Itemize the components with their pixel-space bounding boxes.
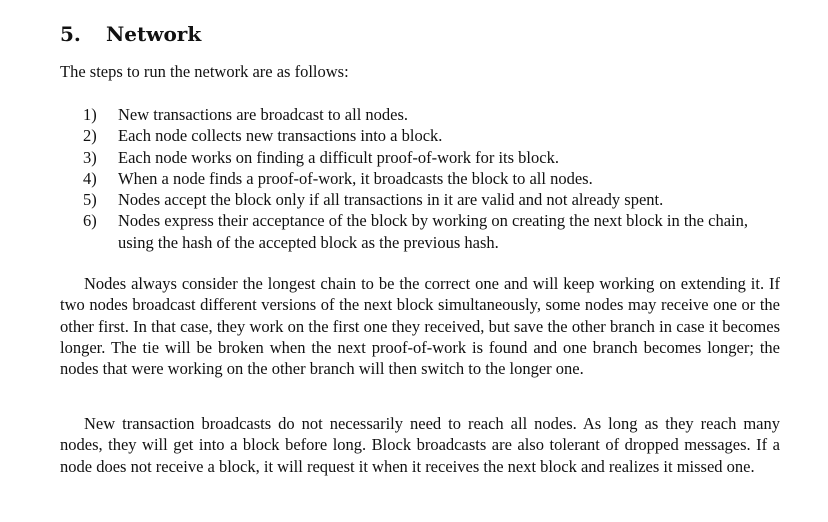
step-text: When a node finds a proof-of-work, it broadcasts the block to all nodes. — [118, 168, 593, 188]
step-text: Each node works on finding a difficult proof-of-work for its block. — [118, 147, 559, 167]
intro-text: The steps to run the network are as follows: — [60, 62, 349, 81]
section-title: Network — [106, 22, 202, 46]
list-item — [83, 189, 783, 210]
section-number: 5. — [60, 22, 81, 46]
list-item — [83, 147, 783, 168]
step-number: 5) — [83, 190, 97, 210]
step-text: Nodes express their acceptance of the block by working on creating the next block in the chain, using the hash of the accepted block as the previous hash. — [118, 211, 748, 252]
list-item — [83, 104, 783, 125]
step-text: Each node collects new transactions into a block. — [118, 126, 443, 146]
step-number: 1) — [83, 105, 97, 124]
body-paragraph: New transaction broadcasts do not necessarily need to reach all nodes. As long as they reach many nodes, they will get into a block before long. Block broadcasts are also tolerant of dropped messages. If a node does not receive a block, it will request it when it receives the next block and realizes it missed one. — [60, 414, 780, 476]
steps-list — [83, 104, 783, 253]
step-number: 2) — [83, 126, 97, 146]
step-text: New transactions are broadcast to all nodes. — [118, 105, 409, 124]
list-item — [83, 210, 783, 253]
section-heading — [60, 20, 201, 48]
step-text: Nodes accept the block only if all transactions in it are valid and not already spent. — [118, 190, 664, 210]
list-item — [83, 168, 783, 189]
list-item — [83, 125, 783, 146]
body-paragraph: Nodes always consider the longest chain to be the correct one and will keep working on extending it. If two nodes broadcast different versions of the next block simultaneously, some nodes may receive one or the other first. In that case, they work on the first one they received, but save the other branch in case it becomes longer. The tie will be broken when the next proof-of-work is found and one branch becomes longer; the nodes that were working on the other branch will then switch to the longer one. — [60, 274, 780, 379]
step-number: 4) — [83, 168, 97, 188]
step-number: 3) — [83, 147, 97, 167]
step-number: 6) — [83, 211, 97, 231]
